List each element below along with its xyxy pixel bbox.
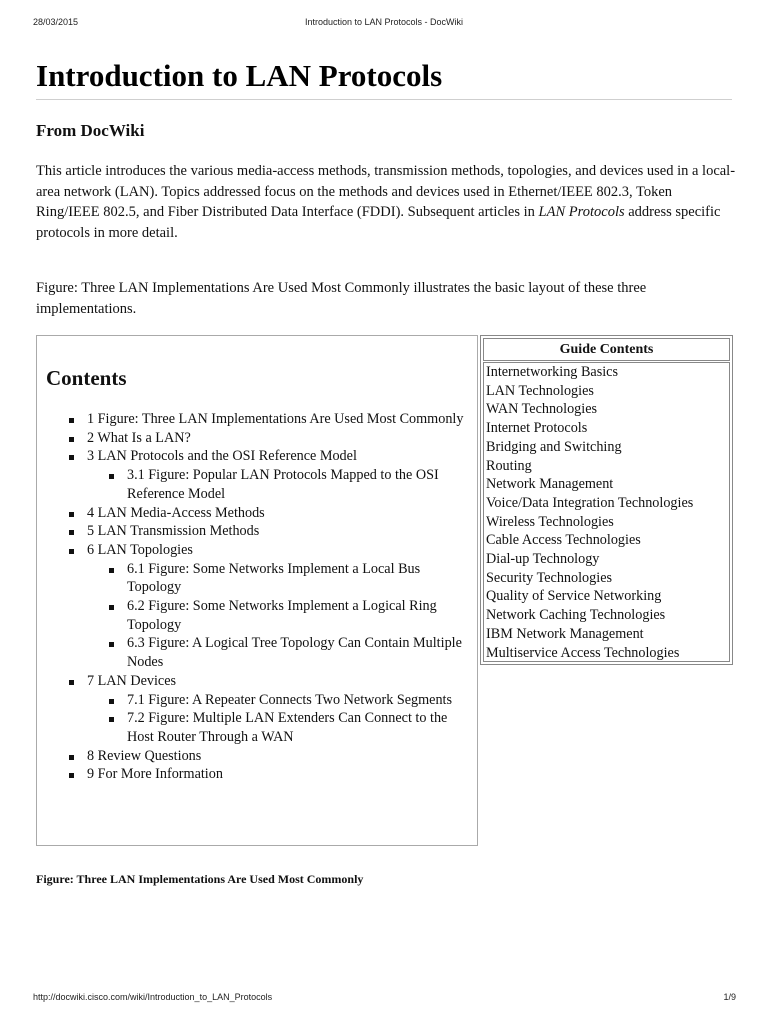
toc-item xyxy=(37,709,467,746)
figure-caption: Figure: Three LAN Implementations Are Used Most Commonly xyxy=(36,872,364,886)
guide-contents-list xyxy=(484,363,729,662)
toc-title: Contents xyxy=(46,366,127,390)
toc-link[interactable]: 8 Review Questions xyxy=(87,747,202,764)
toc-item xyxy=(37,541,467,560)
guide-link[interactable]: LAN Technologies xyxy=(486,382,594,399)
guide-contents-body xyxy=(483,362,730,662)
print-footer xyxy=(0,992,768,1006)
print-title: Introduction to LAN Protocols - DocWiki xyxy=(304,17,464,27)
bullet-icon xyxy=(69,680,74,685)
toc-link[interactable]: 5 LAN Transmission Methods xyxy=(87,523,260,540)
bullet-icon xyxy=(69,512,74,517)
toc-link[interactable]: 7.2 Figure: Multiple LAN Extenders Can Connect to the Host Router Through a WAN xyxy=(127,710,448,745)
toc-link[interactable]: 3.1 Figure: Popular LAN Protocols Mapped to the OSI Reference Model xyxy=(127,467,439,502)
bullet-icon xyxy=(109,605,114,610)
guide-link[interactable]: Voice/Data Integration Technologies xyxy=(486,494,694,511)
bullet-icon xyxy=(69,549,74,554)
toc-list xyxy=(37,410,467,784)
guide-link[interactable]: Dial-up Technology xyxy=(486,551,600,568)
bullet-icon xyxy=(109,568,114,573)
page-title: Introduction to LAN Protocols xyxy=(36,58,443,93)
guide-link[interactable]: Multiservice Access Technologies xyxy=(486,644,680,661)
guide-link[interactable]: Cable Access Technologies xyxy=(486,532,641,549)
guide-link[interactable]: Wireless Technologies xyxy=(486,513,614,530)
toc-link[interactable]: 7.1 Figure: A Repeater Connects Two Network Segments xyxy=(127,691,453,708)
guide-link[interactable]: Internet Protocols xyxy=(486,420,588,437)
figure-intro-paragraph: Figure: Three LAN Implementations Are Used Most Commonly illustrates the basic layout of these three implementations. xyxy=(36,280,647,317)
toc-link[interactable]: 6 LAN Topologies xyxy=(87,541,193,558)
bullet-icon xyxy=(69,755,74,760)
intro-text-after: address specific protocols in more detail. xyxy=(36,204,721,241)
toc-item xyxy=(37,765,467,784)
toc-link[interactable]: 6.2 Figure: Some Networks Implement a Logical Ring Topology xyxy=(127,598,437,633)
guide-link[interactable]: Bridging and Switching xyxy=(486,438,622,455)
toc-item xyxy=(37,466,467,503)
toc-link[interactable]: 6.1 Figure: Some Networks Implement a Local Bus Topology xyxy=(127,560,421,596)
intro-text-before: This article introduces the various media-access methods, transmission methods, topologies, and devices used in a local-area network (LAN). Topics addressed focus on the methods and devices used in Ethernet/IEEE 802.3, Token Ring/IEEE 802.5, and Fiber Distributed Data Interface (FDDI). Subsequent articles in xyxy=(36,163,736,220)
guide-link[interactable]: Internetworking Basics xyxy=(486,364,618,380)
toc-item xyxy=(37,429,467,448)
toc-link[interactable]: 7 LAN Devices xyxy=(87,672,177,689)
print-header xyxy=(0,17,768,31)
print-date: 28/03/2015 xyxy=(33,17,79,27)
toc-item xyxy=(37,672,467,691)
guide-contents-box xyxy=(480,335,733,665)
guide-link[interactable]: Quality of Service Networking xyxy=(486,588,662,605)
guide-link[interactable]: Routing xyxy=(486,457,532,474)
guide-link[interactable]: Network Caching Technologies xyxy=(486,607,666,624)
toc-item xyxy=(37,747,467,766)
toc-link[interactable]: 4 LAN Media-Access Methods xyxy=(87,504,265,521)
toc-item xyxy=(37,447,467,466)
lan-protocols-link[interactable]: LAN Protocols xyxy=(538,204,625,220)
bullet-icon xyxy=(109,474,114,479)
guide-link[interactable]: IBM Network Management xyxy=(486,625,644,642)
table-of-contents xyxy=(36,335,478,846)
toc-item xyxy=(37,597,467,634)
guide-link[interactable]: Network Management xyxy=(486,476,614,493)
guide-link[interactable]: WAN Technologies xyxy=(486,401,598,418)
title-divider xyxy=(36,99,732,100)
toc-item xyxy=(37,691,467,710)
bullet-icon xyxy=(69,773,74,778)
print-url: http://docwiki.cisco.com/wiki/Introduction_to_LAN_Protocols xyxy=(33,992,273,1002)
toc-item xyxy=(37,522,467,541)
bullet-icon xyxy=(109,642,114,647)
toc-link[interactable]: 3 LAN Protocols and the OSI Reference Model xyxy=(87,448,357,465)
bullet-icon xyxy=(69,418,74,423)
toc-link[interactable]: 6.3 Figure: A Logical Tree Topology Can Contain Multiple Nodes xyxy=(127,635,462,671)
toc-item xyxy=(37,410,467,429)
bullet-icon xyxy=(69,455,74,460)
toc-item xyxy=(37,634,467,671)
bullet-icon xyxy=(109,717,114,722)
toc-item xyxy=(37,504,467,523)
bullet-icon xyxy=(109,699,114,704)
toc-link[interactable]: 2 What Is a LAN? xyxy=(87,429,191,446)
bullet-icon xyxy=(69,530,74,535)
guide-link[interactable]: Security Technologies xyxy=(486,569,613,586)
print-page-number: 1/9 xyxy=(723,992,736,1002)
toc-link[interactable]: 1 Figure: Three LAN Implementations Are Used Most Commonly xyxy=(87,411,464,427)
intro-paragraph xyxy=(36,161,736,243)
toc-item xyxy=(37,560,467,597)
guide-contents-title: Guide Contents xyxy=(483,338,730,361)
site-subtitle: From DocWiki xyxy=(36,121,145,140)
toc-link[interactable]: 9 For More Information xyxy=(87,766,223,783)
bullet-icon xyxy=(69,437,74,442)
